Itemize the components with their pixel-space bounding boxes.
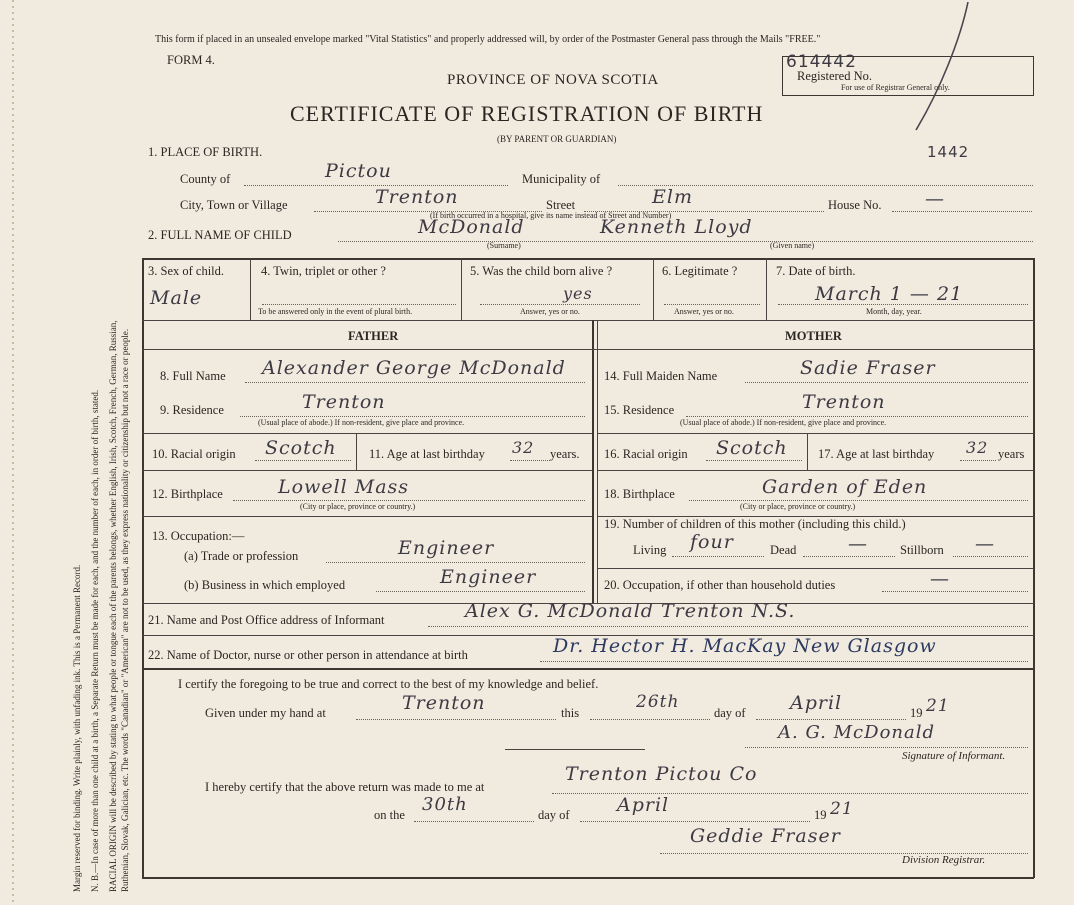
mother-occupation-label: 20. Occupation, if other than household duties xyxy=(604,578,836,592)
house-no-value: — xyxy=(925,188,945,210)
rule-parents-divider xyxy=(592,320,594,603)
side-note-1: Margin reserved for binding. Write plainly, with unfading ink. This is a Permanent Record. xyxy=(72,564,82,892)
on-the-label: on the xyxy=(374,808,405,822)
living-label: Living xyxy=(633,543,667,557)
mail-notice: This form if placed in an unsealed envelope marked "Vital Statistics" and properly addressed will, by order of the Postmaster General pass through the Mails "FREE." xyxy=(155,34,821,45)
father-age-value: 32 xyxy=(512,438,535,457)
sex-label: 3. Sex of child. xyxy=(148,264,225,278)
child-name-label: 2. FULL NAME OF CHILD xyxy=(148,228,292,242)
date-of-birth-label: 7. Date of birth. xyxy=(776,264,856,278)
father-race-value: Scotch xyxy=(265,437,337,459)
side-note-4: Ruthenian, Slovak, Galician, etc. The words "Canadian" or "American" are not to be used, as they express nationality or citizenship but not a race or people. xyxy=(120,328,130,892)
father-occupation-label: 13. Occupation:— xyxy=(152,529,245,543)
living-value: four xyxy=(690,531,734,553)
certify-statement: I certify the foregoing to be true and correct to the best of my knowledge and belief. xyxy=(178,677,599,691)
mother-name-value: Sadie Fraser xyxy=(800,357,936,379)
doctor-label: 22. Name of Doctor, nurse or other person in attendance at birth xyxy=(148,648,468,662)
registrar-place-value: Trenton Pictou Co xyxy=(565,763,758,785)
registrar-day-value: 30th xyxy=(422,794,468,815)
given-under-label: Given under my hand at xyxy=(205,706,326,720)
date-of-birth-note: Month, day, year. xyxy=(866,307,922,316)
city-label: City, Town or Village xyxy=(180,198,288,212)
rule-doctor-bottom xyxy=(142,668,1034,670)
father-birthplace-note: (City or place, province or country.) xyxy=(300,502,416,511)
rule-left-frame xyxy=(142,258,144,878)
mother-age-label: 17. Age at last birthday xyxy=(818,447,935,461)
child-given-name-value: Kenneth Lloyd xyxy=(600,216,753,238)
registered-number-value: 614442 xyxy=(786,52,857,72)
mother-age-value: 32 xyxy=(966,438,989,457)
surname-note: (Surname) xyxy=(487,241,521,250)
municipality-label: Municipality of xyxy=(522,172,601,186)
certify-day-of-label: day of xyxy=(714,706,746,720)
legitimate-label: 6. Legitimate ? xyxy=(662,264,738,278)
side-note-2: N. B.—In case of more than one child at a birth, a Separate Return must be made for each, and the number of each, in order of birth, stated. xyxy=(90,389,100,892)
house-no-label: House No. xyxy=(828,198,882,212)
father-name-label: 8. Full Name xyxy=(160,369,226,383)
mother-heading: MOTHER xyxy=(785,329,842,343)
rule-row3-bottom xyxy=(142,320,1034,321)
date-of-birth-value: March 1 — 21 xyxy=(815,283,964,305)
certify-year-prefix: 19 xyxy=(910,706,923,720)
mother-birthplace-value: Garden of Eden xyxy=(762,476,928,498)
father-residence-label: 9. Residence xyxy=(160,403,224,417)
father-trade-label: (a) Trade or profession xyxy=(184,549,299,563)
province-heading: PROVINCE OF NOVA SCOTIA xyxy=(447,72,659,88)
certify-place-value: Trenton xyxy=(402,692,486,714)
father-birthplace-value: Lowell Mass xyxy=(278,476,410,498)
registrar-signature-label: Division Registrar. xyxy=(902,854,986,866)
alive-label: 5. Was the child born alive ? xyxy=(470,264,613,278)
certificate-subtitle: (BY PARENT OR GUARDIAN) xyxy=(497,134,617,144)
child-surname-value: McDonald xyxy=(418,216,525,238)
father-business-value: Engineer xyxy=(440,566,537,588)
dead-value: — xyxy=(848,533,868,555)
registrar-year-prefix: 19 xyxy=(814,808,827,822)
father-birthplace-label: 12. Birthplace xyxy=(152,487,223,501)
registered-number-label: Registered No. xyxy=(797,69,872,83)
mother-race-label: 16. Racial origin xyxy=(604,447,688,461)
county-value: Pictou xyxy=(325,160,392,182)
father-race-label: 10. Racial origin xyxy=(152,447,236,461)
twin-label: 4. Twin, triplet or other ? xyxy=(261,264,386,278)
alive-value: yes xyxy=(563,284,593,303)
father-trade-value: Engineer xyxy=(398,537,495,559)
informant-signature: A. G. McDonald xyxy=(778,722,936,743)
mother-birthplace-label: 18. Birthplace xyxy=(604,487,675,501)
mother-occupation-value: — xyxy=(930,568,950,590)
mother-years-label: years xyxy=(998,447,1025,461)
father-residence-note: (Usual place of abode.) If non-resident, give place and province. xyxy=(258,418,465,427)
street-label: Street xyxy=(546,198,576,212)
father-age-label: 11. Age at last birthday xyxy=(369,447,485,461)
form-number: FORM 4. xyxy=(167,53,215,67)
rule-bottom-frame xyxy=(142,877,1034,879)
stillborn-label: Stillborn xyxy=(900,543,944,557)
mother-residence-label: 15. Residence xyxy=(604,403,675,417)
hospital-note: (If birth occurred in a hospital, give its name instead of Street and Number) xyxy=(430,211,672,220)
registrar-day-of-label: day of xyxy=(538,808,570,822)
dead-label: Dead xyxy=(770,543,797,557)
legitimate-note: Answer, yes or no. xyxy=(674,307,734,316)
this-label: this xyxy=(561,706,580,720)
alive-note: Answer, yes or no. xyxy=(520,307,580,316)
street-value: Elm xyxy=(652,186,693,208)
registrar-year-value: 21 xyxy=(830,799,854,819)
father-residence-value: Trenton xyxy=(302,391,386,413)
mother-birthplace-note: (City or place, province or country.) xyxy=(740,502,856,511)
place-of-birth-heading: 1. PLACE OF BIRTH. xyxy=(148,145,263,159)
father-heading: FATHER xyxy=(348,329,399,343)
stillborn-value: — xyxy=(975,533,995,555)
county-label: County of xyxy=(180,172,231,186)
father-years-label: years. xyxy=(550,447,580,461)
certify-month-value: April xyxy=(790,692,843,714)
mother-residence-value: Trenton xyxy=(802,391,886,413)
rule-top-table xyxy=(142,258,1034,260)
father-name-value: Alexander George McDonald xyxy=(262,357,566,379)
city-value: Trenton xyxy=(375,186,459,208)
informant-label: 21. Name and Post Office address of Informant xyxy=(148,613,385,627)
registered-number-note: For use of Registrar General only. xyxy=(841,83,950,92)
certify-day-value: 26th xyxy=(636,692,680,712)
twin-note: To be answered only in the event of plural birth. xyxy=(258,307,413,316)
doctor-value: Dr. Hector H. MacKay New Glasgow xyxy=(553,635,937,657)
mother-race-value: Scotch xyxy=(716,437,788,459)
mother-name-label: 14. Full Maiden Name xyxy=(604,369,718,383)
father-business-label: (b) Business in which employed xyxy=(184,578,346,592)
informant-value: Alex G. McDonald Trenton N.S. xyxy=(465,600,796,622)
registrar-signature: Geddie Fraser xyxy=(690,825,841,847)
side-note-3: RACIAL ORIGIN will be described by stating to what people or tongue each of the parents belongs, whether English, Irish, Scotch, French, German, Russian, xyxy=(108,320,118,892)
given-name-note: (Given name) xyxy=(770,241,815,250)
registrar-statement: I hereby certify that the above return was made to me at xyxy=(205,780,485,794)
certify-year-value: 21 xyxy=(926,696,950,716)
corner-number: 1442 xyxy=(927,143,970,161)
sex-value: Male xyxy=(150,287,203,309)
registrar-month-value: April xyxy=(617,794,670,816)
mother-residence-note: (Usual place of abode.) If non-resident, give place and province. xyxy=(680,418,887,427)
informant-signature-label: Signature of Informant. xyxy=(902,750,1006,762)
certificate-title: CERTIFICATE OF REGISTRATION OF BIRTH xyxy=(290,101,764,126)
pen-stroke xyxy=(900,0,980,135)
certify-separator xyxy=(505,749,645,750)
binding-perforation xyxy=(12,0,14,905)
mother-children-label: 19. Number of children of this mother (including this child.) xyxy=(604,517,906,531)
